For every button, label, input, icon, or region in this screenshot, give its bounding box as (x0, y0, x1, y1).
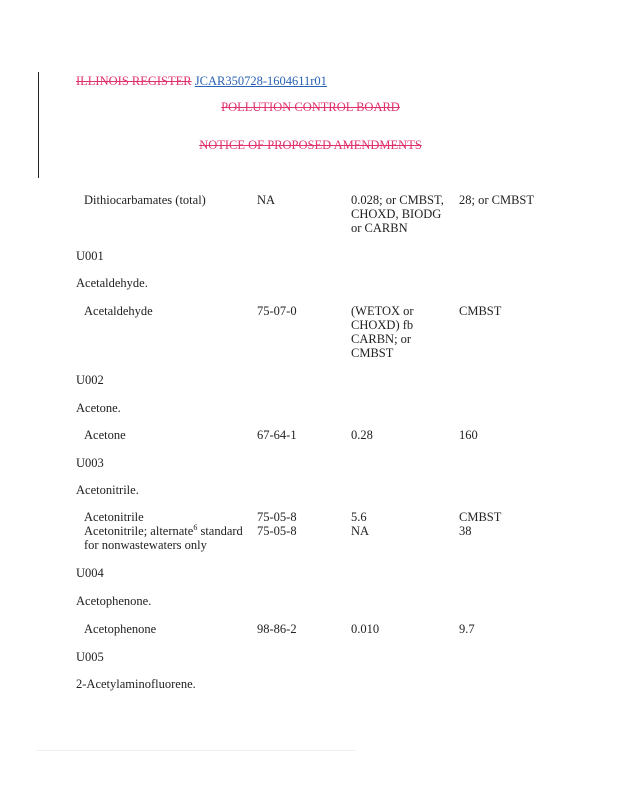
wastewater-standard: NA (351, 524, 370, 538)
wastewater-standard: 0.010 (351, 622, 380, 636)
constituent-name: Acetophenone (84, 622, 157, 636)
wastewater-standard: 5.6 (351, 510, 367, 524)
nonwastewater-standard: 160 (459, 428, 478, 442)
wastewater-standard: 0.028; or CMBST, CHOXD, BIODG or CARBN (351, 193, 444, 235)
waste-title: 2-Acetylaminofluorene. (76, 677, 196, 691)
waste-code: U002 (76, 373, 104, 387)
footer-marks: · · · (548, 764, 590, 773)
cas-number: 75-05-8 (257, 510, 297, 524)
cas-number: 75-05-8 (257, 524, 297, 538)
wastewater-standard: 0.28 (351, 428, 373, 442)
footer-divider (36, 750, 356, 751)
waste-title: Acetone. (76, 401, 121, 415)
cas-number: 75-07-0 (257, 304, 297, 318)
nonwastewater-standard: CMBST (459, 510, 502, 524)
waste-code: U003 (76, 456, 104, 470)
wastewater-standard: (WETOX or CHOXD) fb CARBN; or CMBST (351, 304, 414, 360)
waste-title: Acetonitrile. (76, 483, 139, 497)
footnote-marker: 6 (193, 522, 198, 532)
notice-title: NOTICE OF PROPOSED AMENDMENTS (199, 138, 422, 152)
cas-number: 67-64-1 (257, 428, 297, 442)
constituent-name: Acetonitrile; alternate$^6$ standard for nonwastewaters only (84, 522, 243, 552)
waste-title: Acetaldehyde. (76, 276, 148, 290)
waste-code: U005 (76, 650, 104, 664)
waste-code: U001 (76, 249, 104, 263)
nonwastewater-standard: 38 (459, 524, 472, 538)
nonwastewater-standard: 28; or CMBST (459, 193, 535, 207)
constituent-name: Acetone (84, 428, 126, 442)
constituent-name: Acetonitrile (84, 510, 144, 524)
revision-change-bar (38, 72, 39, 178)
constituent-name: Acetaldehyde (84, 304, 153, 318)
board-title: POLLUTION CONTROL BOARD (221, 100, 400, 114)
register-header (76, 74, 327, 89)
waste-code: U004 (76, 566, 104, 580)
register-inserted-id: JCAR350728-1604611r01 (194, 74, 327, 88)
nonwastewater-standard: CMBST (459, 304, 502, 318)
cas-number: NA (257, 193, 276, 207)
cas-number: 98-86-2 (257, 622, 297, 636)
register-deleted-text: ILLINOIS REGISTER (76, 74, 192, 88)
nonwastewater-standard: 9.7 (459, 622, 475, 636)
waste-title: Acetophenone. (76, 594, 152, 608)
constituent-name: Dithiocarbamates (total) (84, 193, 206, 207)
